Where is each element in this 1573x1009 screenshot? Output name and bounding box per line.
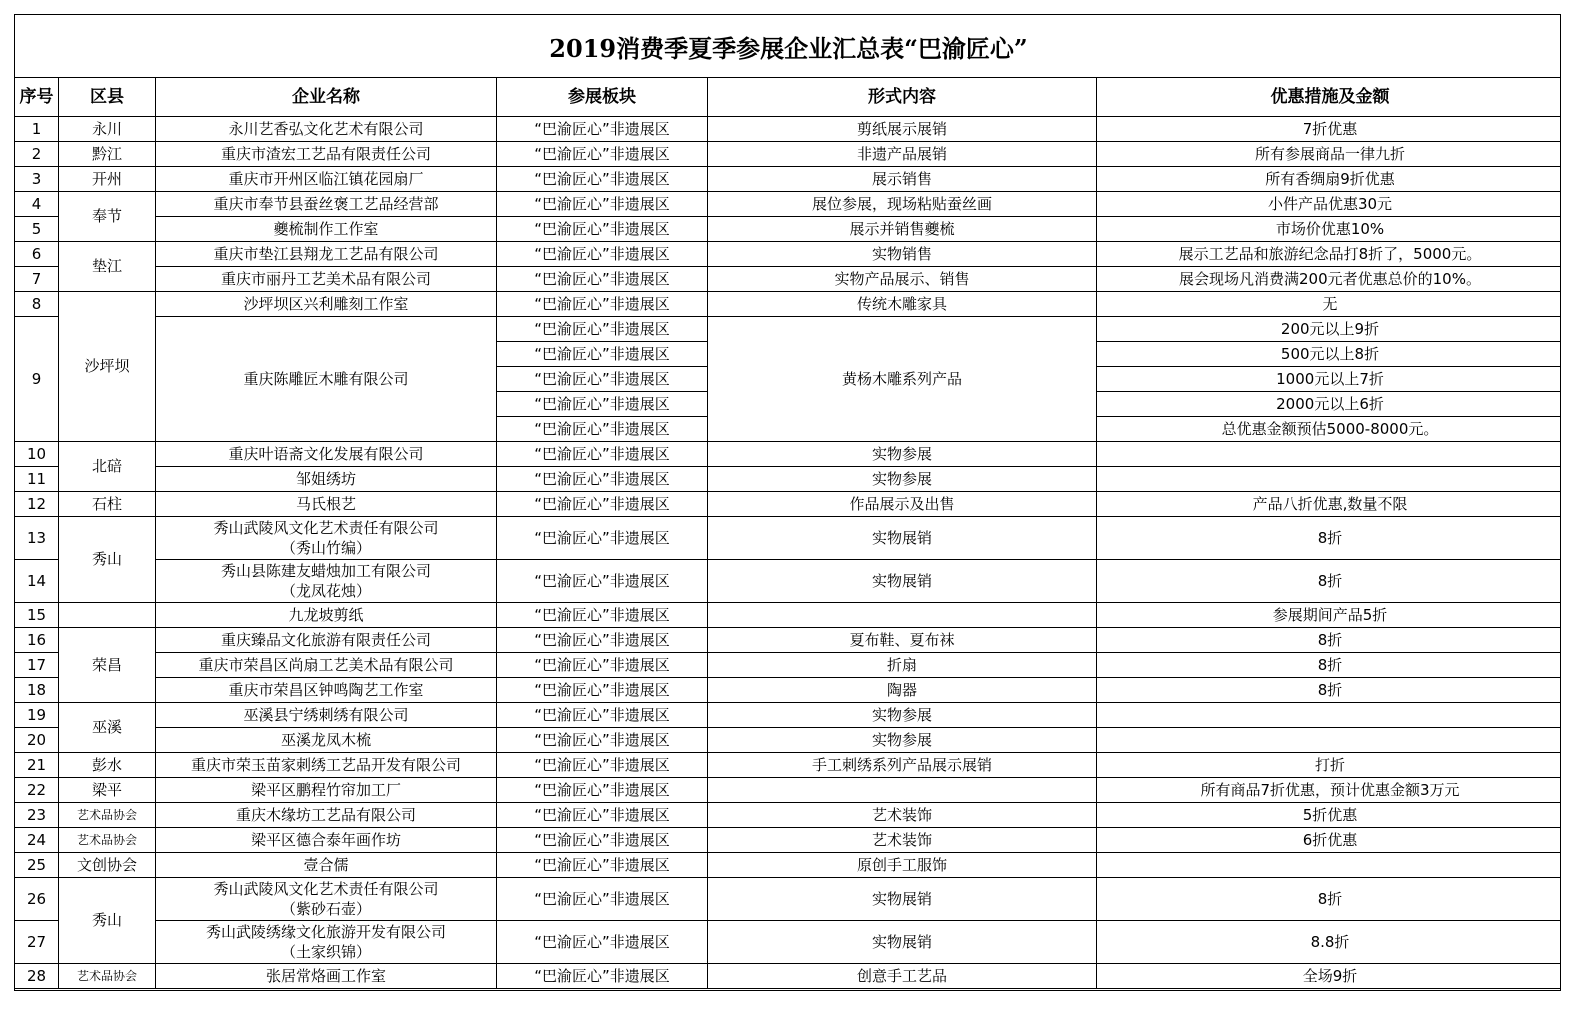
- cell-company: 重庆市丽丹工艺美术品有限公司: [156, 267, 497, 292]
- cell-section: “巴渝匠心”非遗展区: [497, 728, 708, 753]
- cell-no: 26: [15, 878, 59, 921]
- cell-no: 16: [15, 628, 59, 653]
- cell-offer: [1097, 728, 1562, 753]
- table-row: [15, 921, 1562, 964]
- cell-no: 1: [15, 117, 59, 142]
- cell-offer: 全场9折: [1097, 964, 1562, 989]
- cell-district: 垫江: [59, 242, 156, 292]
- cell-form: 实物展销: [708, 921, 1097, 964]
- cell-offer: [1097, 853, 1562, 878]
- cell-offer: 所有参展商品一律九折: [1097, 142, 1562, 167]
- cell-section: “巴渝匠心”非遗展区: [497, 492, 708, 517]
- cell-offer: [1097, 467, 1562, 492]
- cell-company: 永川艺香弘文化艺术有限公司: [156, 117, 497, 142]
- cell-no: 18: [15, 678, 59, 703]
- cell-section: “巴渝匠心”非遗展区: [497, 317, 708, 342]
- cell-offer: 所有商品7折优惠，预计优惠金额3万元: [1097, 778, 1562, 803]
- cell-company: 张居常烙画工作室: [156, 964, 497, 989]
- cell-district: 文创协会: [59, 853, 156, 878]
- cell-section: “巴渝匠心”非遗展区: [497, 117, 708, 142]
- company-name: 秀山武陵绣缘文化旅游开发有限公司: [205, 923, 446, 941]
- cell-form: 创意手工艺品: [708, 964, 1097, 989]
- cell-offer: 小件产品优惠30元: [1097, 192, 1562, 217]
- cell-section: “巴渝匠心”非遗展区: [497, 142, 708, 167]
- cell-form: 折扇: [708, 653, 1097, 678]
- table-row: [15, 167, 1562, 192]
- table-row: [15, 853, 1562, 878]
- cell-form: 实物展销: [708, 517, 1097, 560]
- table-row: [15, 442, 1562, 467]
- table-row: [15, 217, 1562, 242]
- cell-company: 重庆市荣昌区尚扇工艺美术品有限公司: [156, 653, 497, 678]
- cell-district: 艺术品协会: [59, 803, 156, 828]
- cell-offer: 所有香绸扇9折优惠: [1097, 167, 1562, 192]
- cell-company: 重庆市荣昌区钟鸣陶艺工作室: [156, 678, 497, 703]
- cell-company: 重庆陈雕匠木雕有限公司: [156, 317, 497, 442]
- cell-company: [156, 517, 497, 560]
- table-row: [15, 678, 1562, 703]
- cell-district: 梁平: [59, 778, 156, 803]
- cell-no: 4: [15, 192, 59, 217]
- cell-offer: 8折: [1097, 678, 1562, 703]
- cell-offer: 1000元以上7折: [1097, 367, 1562, 392]
- table-row: [15, 192, 1562, 217]
- cell-section: “巴渝匠心”非遗展区: [497, 342, 708, 367]
- cell-section: “巴渝匠心”非遗展区: [497, 192, 708, 217]
- cell-district: 沙坪坝: [59, 292, 156, 442]
- cell-offer: [1097, 703, 1562, 728]
- cell-no: 11: [15, 467, 59, 492]
- cell-district: 永川: [59, 117, 156, 142]
- cell-company: 重庆市渣宏工艺品有限责任公司: [156, 142, 497, 167]
- table-row: [15, 628, 1562, 653]
- cell-company: 马氏根艺: [156, 492, 497, 517]
- table-row: [15, 878, 1562, 921]
- cell-section: “巴渝匠心”非遗展区: [497, 442, 708, 467]
- company-note: （紫砂石壶）: [280, 900, 371, 918]
- cell-form: 实物参展: [708, 467, 1097, 492]
- cell-form: 非遗产品展销: [708, 142, 1097, 167]
- cell-form: 实物参展: [708, 728, 1097, 753]
- cell-district: 黔江: [59, 142, 156, 167]
- cell-form: 实物销售: [708, 242, 1097, 267]
- header-company: 企业名称: [156, 78, 497, 117]
- table-row: [15, 267, 1562, 292]
- cell-section: “巴渝匠心”非遗展区: [497, 653, 708, 678]
- cell-no: 24: [15, 828, 59, 853]
- cell-no: 6: [15, 242, 59, 267]
- cell-form: 实物展销: [708, 878, 1097, 921]
- cell-form: 实物参展: [708, 703, 1097, 728]
- cell-company: [156, 560, 497, 603]
- cell-form: 实物展销: [708, 560, 1097, 603]
- cell-no: 2: [15, 142, 59, 167]
- cell-offer: 8折: [1097, 628, 1562, 653]
- cell-offer: 展会现场凡消费满200元者优惠总价的10%。: [1097, 267, 1562, 292]
- cell-offer: 8折: [1097, 560, 1562, 603]
- cell-no: 9: [15, 317, 59, 442]
- cell-offer: 8折: [1097, 878, 1562, 921]
- cell-section: “巴渝匠心”非遗展区: [497, 703, 708, 728]
- table-row: [15, 292, 1562, 317]
- cell-section: “巴渝匠心”非遗展区: [497, 964, 708, 989]
- table-row: [15, 964, 1562, 989]
- cell-no: 27: [15, 921, 59, 964]
- cell-section: “巴渝匠心”非遗展区: [497, 678, 708, 703]
- header-section: 参展板块: [497, 78, 708, 117]
- table-row: [15, 653, 1562, 678]
- cell-no: 7: [15, 267, 59, 292]
- table-row: [15, 828, 1562, 853]
- cell-form: 原创手工服饰: [708, 853, 1097, 878]
- cell-company: 巫溪县宁绣刺绣有限公司: [156, 703, 497, 728]
- table-row: [15, 242, 1562, 267]
- cell-company: 重庆木缘坊工艺品有限公司: [156, 803, 497, 828]
- cell-district: [59, 603, 156, 628]
- cell-district: 艺术品协会: [59, 828, 156, 853]
- cell-form: 实物参展: [708, 442, 1097, 467]
- cell-form: 展示并销售夔梳: [708, 217, 1097, 242]
- cell-no: 8: [15, 292, 59, 317]
- table-body: [15, 117, 1562, 989]
- table-row: [15, 517, 1562, 560]
- cell-offer: 8折: [1097, 653, 1562, 678]
- cell-section: “巴渝匠心”非遗展区: [497, 517, 708, 560]
- cell-section: “巴渝匠心”非遗展区: [497, 217, 708, 242]
- sheet-title: 2019消费季夏季参展企业汇总表“巴渝匠心”: [549, 33, 1028, 63]
- cell-company: 重庆市奉节县蚕丝褒工艺品经营部: [156, 192, 497, 217]
- cell-company: 重庆市荣玉苗家刺绣工艺品开发有限公司: [156, 753, 497, 778]
- cell-section: “巴渝匠心”非遗展区: [497, 753, 708, 778]
- cell-offer: 打折: [1097, 753, 1562, 778]
- header-district: 区县: [59, 78, 156, 117]
- cell-district: 北碚: [59, 442, 156, 492]
- cell-offer: 500元以上8折: [1097, 342, 1562, 367]
- cell-form: 展位参展，现场粘贴蚕丝画: [708, 192, 1097, 217]
- cell-no: 23: [15, 803, 59, 828]
- table-row: [15, 317, 1562, 342]
- company-note: （秀山竹编）: [280, 539, 371, 557]
- cell-offer: 2000元以上6折: [1097, 392, 1562, 417]
- cell-company: 重庆叶语斋文化发展有限公司: [156, 442, 497, 467]
- table-row: [15, 492, 1562, 517]
- cell-section: “巴渝匠心”非遗展区: [497, 242, 708, 267]
- cell-form: 手工刺绣系列产品展示展销: [708, 753, 1097, 778]
- cell-section: “巴渝匠心”非遗展区: [497, 603, 708, 628]
- cell-company: 巫溪龙凤木梳: [156, 728, 497, 753]
- cell-no: 15: [15, 603, 59, 628]
- cell-offer: 产品八折优惠,数量不限: [1097, 492, 1562, 517]
- cell-offer: 展示工艺品和旅游纪念品打8折了，5000元。: [1097, 242, 1562, 267]
- company-name: 秀山县陈建友蜡烛加工有限公司: [220, 562, 431, 580]
- cell-offer: 市场价优惠10%: [1097, 217, 1562, 242]
- cell-form: 艺术装饰: [708, 828, 1097, 853]
- cell-district: 奉节: [59, 192, 156, 242]
- cell-no: 14: [15, 560, 59, 603]
- cell-company: 夔梳制作工作室: [156, 217, 497, 242]
- cell-form: [708, 778, 1097, 803]
- cell-section: “巴渝匠心”非遗展区: [497, 560, 708, 603]
- table-row: [15, 142, 1562, 167]
- header-form: 形式内容: [708, 78, 1097, 117]
- cell-no: 12: [15, 492, 59, 517]
- cell-district: 荣昌: [59, 628, 156, 703]
- cell-company: 邹姐绣坊: [156, 467, 497, 492]
- cell-company: 重庆市开州区临江镇花园扇厂: [156, 167, 497, 192]
- cell-offer: 7折优惠: [1097, 117, 1562, 142]
- cell-district: 开州: [59, 167, 156, 192]
- cell-section: “巴渝匠心”非遗展区: [497, 921, 708, 964]
- table-row: [15, 728, 1562, 753]
- cell-no: 3: [15, 167, 59, 192]
- cell-offer: 8.8折: [1097, 921, 1562, 964]
- cell-form: 剪纸展示展销: [708, 117, 1097, 142]
- cell-section: “巴渝匠心”非遗展区: [497, 292, 708, 317]
- table-row: [15, 778, 1562, 803]
- company-name: 秀山武陵风文化艺术责任有限公司: [213, 519, 439, 537]
- cell-section: “巴渝匠心”非遗展区: [497, 778, 708, 803]
- cell-company: [156, 878, 497, 921]
- cell-company: 壹合儒: [156, 853, 497, 878]
- cell-no: 10: [15, 442, 59, 467]
- table-row: [15, 117, 1562, 142]
- cell-no: 20: [15, 728, 59, 753]
- cell-offer: 8折: [1097, 517, 1562, 560]
- header-no: 序号: [15, 78, 59, 117]
- table-row: [15, 603, 1562, 628]
- cell-form: 作品展示及出售: [708, 492, 1097, 517]
- cell-no: 25: [15, 853, 59, 878]
- header-offer: 优惠措施及金额: [1097, 78, 1562, 117]
- cell-company: 重庆臻品文化旅游有限责任公司: [156, 628, 497, 653]
- cell-offer: 200元以上9折: [1097, 317, 1562, 342]
- cell-form: 传统木雕家具: [708, 292, 1097, 317]
- cell-company: 梁平区鹏程竹帘加工厂: [156, 778, 497, 803]
- table-row: [15, 467, 1562, 492]
- cell-no: 21: [15, 753, 59, 778]
- company-note: （龙凤花烛）: [280, 582, 371, 600]
- cell-section: “巴渝匠心”非遗展区: [497, 803, 708, 828]
- cell-form: 展示销售: [708, 167, 1097, 192]
- cell-district: 秀山: [59, 878, 156, 964]
- cell-offer: [1097, 442, 1562, 467]
- table-row: [15, 803, 1562, 828]
- cell-section: “巴渝匠心”非遗展区: [497, 267, 708, 292]
- cell-section: “巴渝匠心”非遗展区: [497, 828, 708, 853]
- cell-section: “巴渝匠心”非遗展区: [497, 878, 708, 921]
- cell-section: “巴渝匠心”非遗展区: [497, 392, 708, 417]
- cell-district: 艺术品协会: [59, 964, 156, 989]
- table-row: [15, 753, 1562, 778]
- cell-offer: 6折优惠: [1097, 828, 1562, 853]
- cell-form: 陶器: [708, 678, 1097, 703]
- cell-no: 5: [15, 217, 59, 242]
- cell-offer: 总优惠金额预估5000-8000元。: [1097, 417, 1562, 442]
- cell-section: “巴渝匠心”非遗展区: [497, 167, 708, 192]
- cell-district: 秀山: [59, 517, 156, 603]
- cell-form: 艺术装饰: [708, 803, 1097, 828]
- cell-no: 22: [15, 778, 59, 803]
- cell-no: 19: [15, 703, 59, 728]
- cell-form: 夏布鞋、夏布袜: [708, 628, 1097, 653]
- cell-company: 重庆市垫江县翔龙工艺品有限公司: [156, 242, 497, 267]
- company-name: 秀山武陵风文化艺术责任有限公司: [213, 880, 439, 898]
- cell-offer: 无: [1097, 292, 1562, 317]
- cell-section: “巴渝匠心”非遗展区: [497, 853, 708, 878]
- cell-no: 28: [15, 964, 59, 989]
- cell-no: 13: [15, 517, 59, 560]
- cell-company: 沙坪坝区兴利雕刻工作室: [156, 292, 497, 317]
- table-row: [15, 560, 1562, 603]
- cell-district: 彭水: [59, 753, 156, 778]
- cell-form: [708, 603, 1097, 628]
- spreadsheet: [14, 14, 1561, 991]
- cell-offer: 参展期间产品5折: [1097, 603, 1562, 628]
- cell-district: 石柱: [59, 492, 156, 517]
- cell-offer: 5折优惠: [1097, 803, 1562, 828]
- cell-section: “巴渝匠心”非遗展区: [497, 367, 708, 392]
- cell-district: 巫溪: [59, 703, 156, 753]
- exhibitor-table: [14, 77, 1561, 989]
- table-row: [15, 703, 1562, 728]
- cell-section: “巴渝匠心”非遗展区: [497, 628, 708, 653]
- cell-form: 黄杨木雕系列产品: [708, 317, 1097, 442]
- cell-no: 17: [15, 653, 59, 678]
- cell-form: 实物产品展示、销售: [708, 267, 1097, 292]
- cell-company: 梁平区德合泰年画作坊: [156, 828, 497, 853]
- cell-section: “巴渝匠心”非遗展区: [497, 467, 708, 492]
- cell-company: 九龙坡剪纸: [156, 603, 497, 628]
- cell-section: “巴渝匠心”非遗展区: [497, 417, 708, 442]
- company-note: （土家织锦）: [280, 943, 371, 961]
- cell-company: [156, 921, 497, 964]
